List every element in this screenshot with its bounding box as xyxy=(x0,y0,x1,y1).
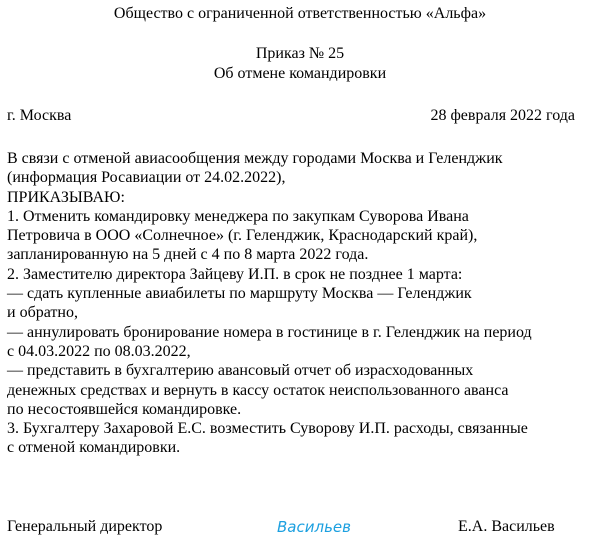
body-line: — представить в бухгалтерию авансовый отчет об израсходованных xyxy=(7,362,474,380)
organization-name: Общество с ограниченной ответственностью «Альфа» xyxy=(113,5,487,22)
body-line: денежных средствах и вернуть в кассу остаток неиспользованного аванса xyxy=(7,381,509,399)
body-line: по несостоявшейся командировке. xyxy=(7,400,242,418)
body-line: 3. Бухгалтеру Захаровой Е.С. возместить Суворову И.П. расходы, связанные xyxy=(7,420,528,438)
body-line: 2. Заместителю директора Зайцеву И.П. в срок не позднее 1 марта: xyxy=(7,265,463,283)
order-date: 28 февраля 2022 года xyxy=(430,107,575,124)
handwritten-signature: Васильев xyxy=(277,518,351,536)
body-line: с отменой командировки. xyxy=(7,439,181,457)
body-line: ПРИКАЗЫВАЮ: xyxy=(7,188,125,206)
signatory-name: Е.А. Васильев xyxy=(458,518,555,535)
body-line: и обратно, xyxy=(7,304,78,322)
signatory-position: Генеральный директор xyxy=(7,518,163,535)
order-body xyxy=(7,149,597,458)
order-city: г. Москва xyxy=(7,107,72,124)
order-subject: Об отмене командировки xyxy=(213,65,387,82)
body-line: запланированную на 5 дней с 4 по 8 марта 2022 года. xyxy=(7,246,369,264)
body-line: — сдать купленные авиабилеты по маршруту Москва — Геленджик xyxy=(7,285,472,303)
body-line: Петровича в ООО «Солнечное» (г. Геленджик, Краснодарский край), xyxy=(7,227,478,245)
body-line: с 04.03.2022 по 08.03.2022, xyxy=(7,342,191,360)
order-number: Приказ № 25 xyxy=(255,45,345,62)
body-line: (информация Росавиации от 24.02.2022), xyxy=(7,169,286,187)
body-line: — аннулировать бронирование номера в гостинице в г. Геленджик на период xyxy=(7,323,532,341)
body-line: 1. Отменить командировку менеджера по закупкам Суворова Ивана xyxy=(7,207,469,225)
body-line: В связи с отменой авиасообщения между городами Москва и Геленджик xyxy=(7,150,503,167)
